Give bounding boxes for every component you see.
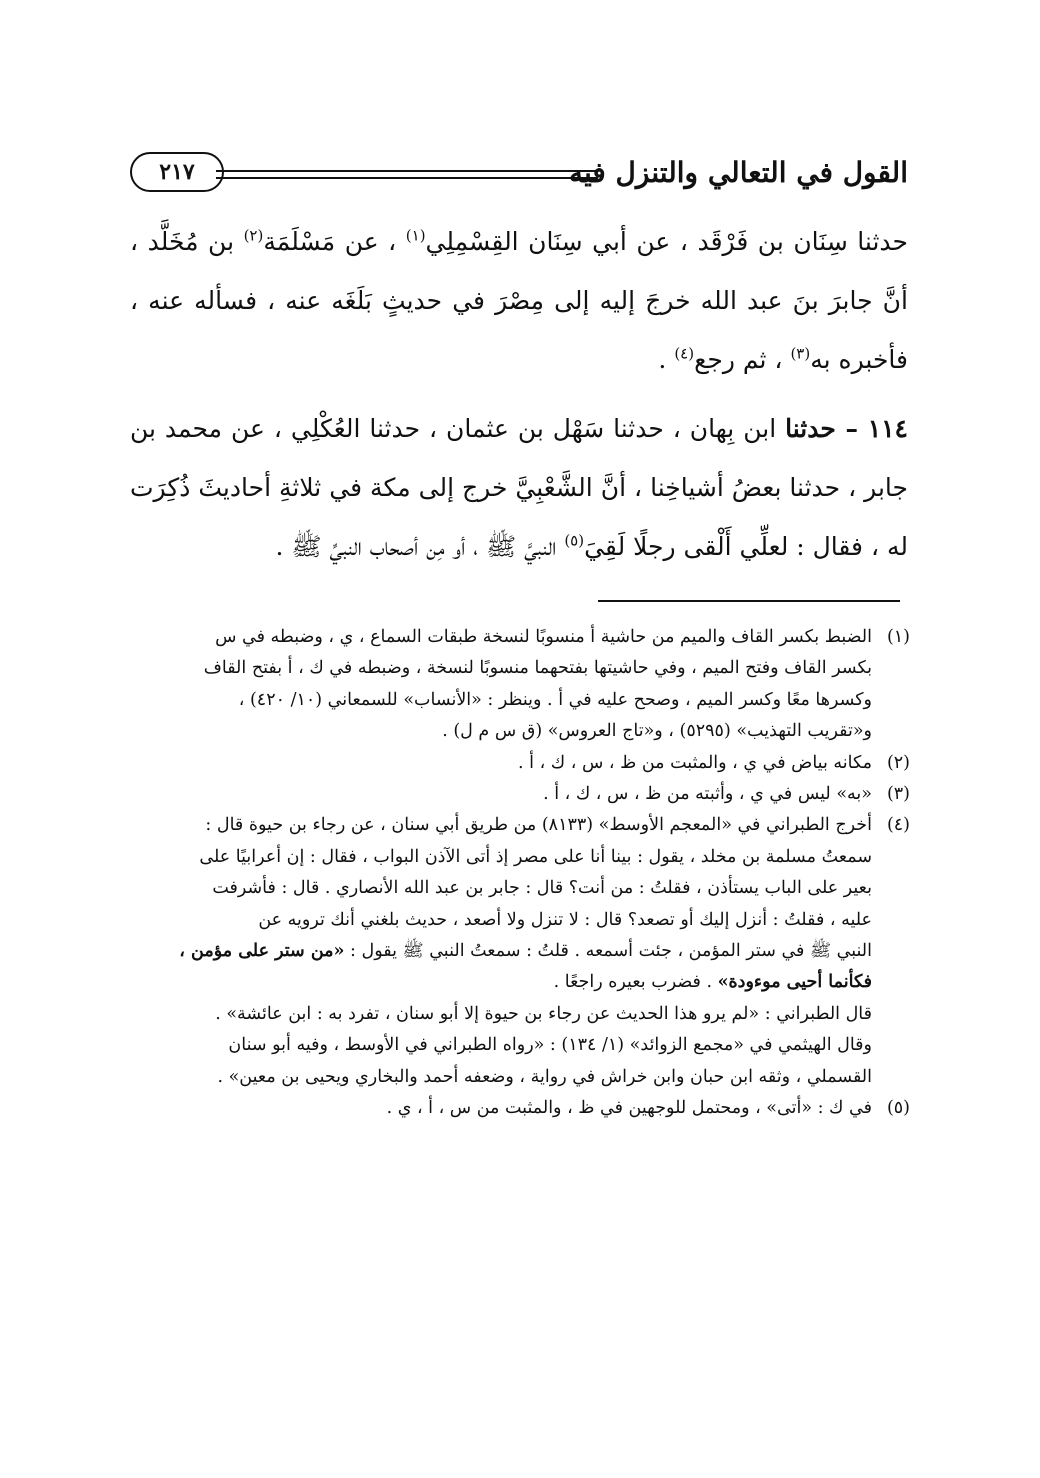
text-run: ، ثم رجع (694, 345, 791, 374)
footnote-number: (٥) (886, 1098, 910, 1119)
footnote-ref: (٣) (790, 344, 811, 363)
footnote-line: بعير على الباب يستأذن ، فقلتُ : من أنت؟ قال : جابر بن عبد الله الأنصاري . قال : فأشرفت (212, 878, 872, 899)
text-run: حدثنا سِنَان بن فَرْقَد ، عن أبي سِنَان القِسْمِلِي (425, 227, 909, 256)
hadith-quote: «من ستر على مؤمن ، (179, 941, 345, 962)
footnote-number: (٤) (886, 815, 910, 836)
footnote-line: القسملي ، وثقه ابن حبان وابن خراش في رواية ، وضعفه أحمد والبخاري ويحيى بن معين» . (217, 1066, 872, 1087)
footnote-line: و«تقريب التهذيب» (٥٢٩٥) ، و«تاج العروس» (ق س م ل) . (442, 721, 872, 742)
footnote-line: بكسر القاف وفتح الميم ، وفي حاشيتها بفتحهما منسوبًا لنسخة ، وضبطه في ك ، أ بفتح القاف (203, 658, 872, 679)
footnote-line: مكانه بياض في ي ، والمثبت من ظ ، س ، ك ، أ . (518, 752, 872, 773)
footnote-5 (128, 1093, 910, 1124)
footnote-2 (128, 748, 910, 779)
footnote-number: (١) (886, 627, 910, 647)
text-run: ، عن مَسْلَمَة (263, 227, 406, 256)
main-text (130, 212, 908, 576)
footnote-line: عليه ، فقلتُ : أنزل إليك أو تصعد؟ قال : لا تنزل ولا أصعد ، حديث بلغني أنك ترويه عن (258, 909, 872, 930)
hadith-quote: فكأنما أحيى موءودة» (717, 972, 872, 993)
footnote-line: «به» ليس في ي ، وأثبته من ظ ، س ، ك ، أ . (543, 784, 872, 805)
text-run: . فضرب بعيره راجعًا . (553, 972, 718, 993)
footnote-line: في ك : «أتى» ، ومحتمل للوجهين في ظ ، والمثبت من س ، أ ، ي . (386, 1098, 872, 1119)
text-run: النبي ﷺ في ستر المؤمن ، جئت أسمعه . قلتُ : سمعتُ النبي ﷺ يقول : (344, 941, 872, 962)
footnote-number: (٢) (886, 752, 910, 773)
text-run: بن مُخَلَّد ، أنَّ جابرَ بنَ عبد الله خرجَ إليه إلى مِصْرَ في حديثٍ بَلَغَه عنه ، فسأله عنه ، فأخبره به (130, 227, 908, 374)
footnote-number: (٣) (886, 784, 910, 805)
footnote-line: أخرج الطبراني في «المعجم الأوسط» (٨١٣٣) من طريق أبي سنان ، عن رجاء بن حيوة قال : (205, 815, 872, 836)
footnote-line (128, 967, 872, 998)
footnote-ref: (٤) (674, 344, 695, 363)
footnote-ref: (٥) (564, 531, 585, 550)
running-title: القول في التعالي والتنزل فيه (568, 156, 908, 189)
page-number-badge: ٢١٧ (130, 152, 224, 192)
footnote-line: وكسرها معًا وكسر الميم ، وصحح عليه في أ . وينظر : «الأنساب» للسمعاني (١٠/ ٤٢٠) ، (238, 689, 872, 710)
footnote-3 (128, 779, 910, 810)
footnote-line: الضبط بكسر القاف والميم من حاشية أ منسوبًا لنسخة طبقات السماع ، ي ، وضبطه في س (215, 627, 872, 647)
footnote-line: قال الطبراني : «لم يرو هذا الحديث عن رجاء بن حيوة إلا أبو سنان ، تفرد به : ابن عائشة» . (215, 1003, 872, 1024)
footnote-separator (598, 600, 900, 602)
paragraph-1 (130, 212, 908, 389)
footnote-1 (128, 622, 910, 748)
header-rule (216, 170, 598, 172)
text-run: النبيَّ ﷺ ، أو مِن أصحاب النبيِّ ﷺ . (275, 532, 565, 561)
footnotes (128, 622, 910, 1125)
footnote-line (128, 936, 872, 967)
header-rule-double (216, 177, 598, 179)
footnote-4 (128, 810, 910, 1093)
footnote-line: سمعتُ مسلمة بن مخلد ، يقول : بينا أنا على مصر إذ أتى الآذن البواب ، فقال : إن أعرابيًا على (199, 846, 872, 867)
footnote-line: وقال الهيثمي في «مجمع الزوائد» (١/ ١٣٤) : «رواه الطبراني في الأوسط ، وفيه أبو سنان (228, 1035, 872, 1056)
text-run: . (658, 345, 675, 374)
footnote-ref: (١) (405, 226, 426, 245)
paragraph-2 (130, 399, 908, 576)
page-header (130, 150, 908, 206)
hadith-number: ١١٤ – حدثنا (785, 414, 908, 443)
footnote-ref: (٢) (243, 226, 264, 245)
text-run: ابن بِهان ، حدثنا سَهْل بن عثمان ، حدثنا العُكْلِي ، عن محمد بن جابر ، حدثنا بعضُ أشياخِنا ، أنَّ الشَّعْبِيَّ خرج إلى مكة في ثلاثةِ أحاديثَ ذُكِرَت له ، فقال : لعلِّي أَلْقى رجلًا لَقِيَ (130, 414, 908, 561)
